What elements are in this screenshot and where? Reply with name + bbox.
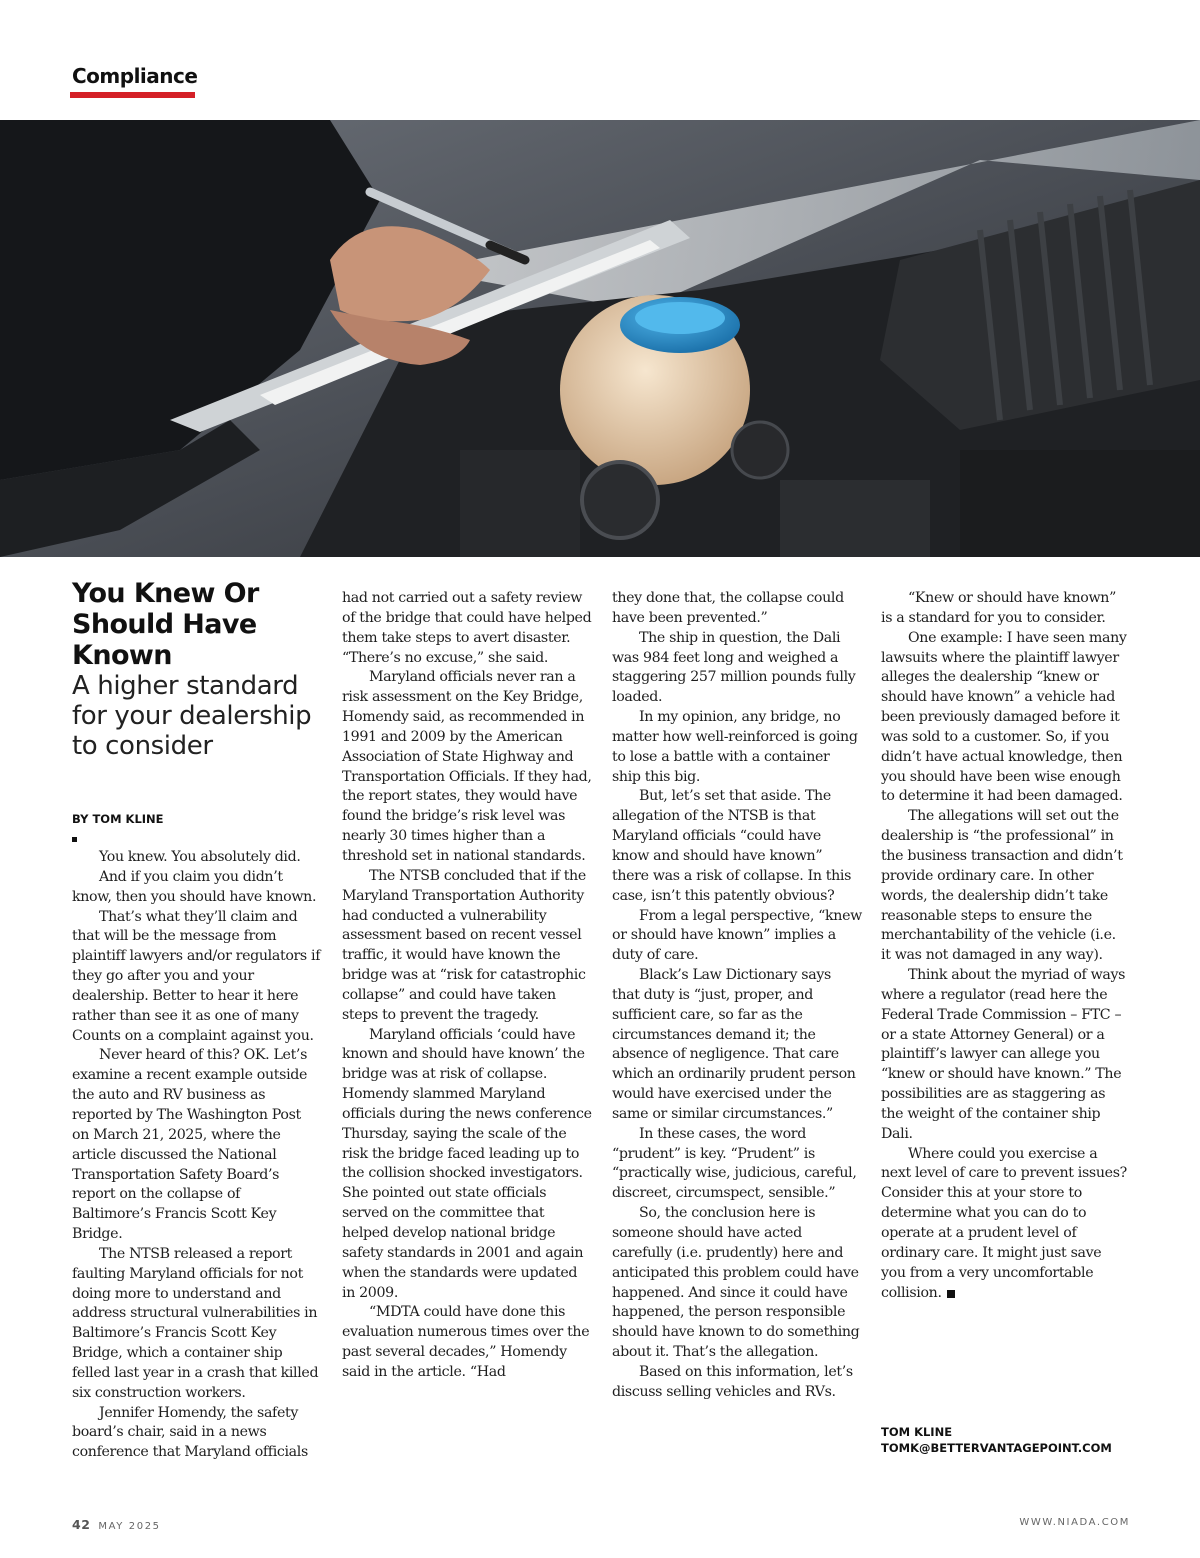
section-label: Compliance: [72, 64, 198, 88]
end-mark-icon: [947, 1290, 955, 1298]
paragraph: Maryland officials never ran a risk assessment on the Key Bridge, Homendy said, as recommended in 1991 and 2009 by the American Association of State Highway and Transportation Officials. If they had, the report states, they would have found the bridge’s risk level was nearly 30 times higher than a threshold set in national standards.: [342, 669, 592, 864]
paragraph: had not carried out a safety review of the bridge that could have helped them take steps to avert disaster. “There’s no excuse,” she said.: [342, 590, 592, 666]
paragraph: “Knew or should have known” is a standard for you to consider.: [881, 590, 1116, 626]
paragraph: “MDTA could have done this evaluation numerous times over the past several decades,” Homendy said in the article. “Had: [342, 1304, 590, 1380]
paragraph: Based on this information, let’s discuss selling vehicles and RVs.: [612, 1363, 853, 1400]
paragraph: The ship in question, the Dali was 984 feet long and weighed a staggering 257 million pounds fully loaded.: [612, 629, 856, 706]
paragraph: they done that, the collapse could have been prevented.”: [612, 590, 844, 626]
article-column-2: [342, 589, 592, 1383]
folio-left: [72, 1517, 161, 1532]
paragraph: In my opinion, any bridge, no matter how well-reinforced is going to lose a battle with a container ship this big.: [612, 709, 858, 785]
article-column-1: [72, 848, 322, 1463]
paragraph: Think about the myriad of ways where a regulator (read here the Federal Trade Commission – FTC – or a state Attorney General) or a plaintiff’s lawyer can allege you “knew or should have known.” The possibilities are as staggering as the weight of the container ship Dali.: [881, 967, 1126, 1142]
section-rule: [70, 92, 195, 98]
author-signature: [881, 1424, 1112, 1456]
article-title: You Knew Or Should Have Known: [72, 578, 259, 671]
article-column-4: [881, 589, 1129, 1303]
page-number: 42: [72, 1517, 91, 1532]
website-link[interactable]: WWW.NIADA.COM: [1019, 1517, 1130, 1528]
hero-photo: [0, 120, 1200, 557]
paragraph: One example: I have seen many lawsuits where the plaintiff lawyer alleges the dealership “knew or should have known” a vehicle had been previously damaged before it was sold to a customer. So, if you didn’t have actual knowledge, then you should have been wise enough to determine it had been damaged.: [881, 629, 1127, 805]
paragraph: And if you claim you didn’t know, then you should have known.: [72, 868, 317, 905]
paragraph: From a legal perspective, “knew or should have known” implies a duty of care.: [612, 907, 862, 964]
paragraph: Black’s Law Dictionary says that duty is “just, proper, and sufficient care, so far as the circumstances demand it; the absence of negligence. That care which an ordinarily prudent person would have exercised under the same or similar circumstances.”: [612, 967, 856, 1122]
paragraph: You knew. You absolutely did.: [99, 849, 301, 865]
paragraph-text: Where could you exercise a next level of care to prevent issues? Consider this at your store to determine what you can do to operate at a prudent level of ordinary care. It might just save you from a very uncomfortable collision.: [881, 1145, 1127, 1301]
article-subtitle: A higher standard for your dealership to consider: [72, 671, 312, 761]
byline: BY TOM KLINE: [72, 812, 164, 826]
paragraph: The NTSB concluded that if the Maryland Transportation Authority had conducted a vulnerability assessment based on recent vessel traffic, it would have known the bridge was at “risk for catastrophic collapse” and could have taken steps to prevent the tragedy.: [342, 867, 586, 1023]
paragraph: Maryland officials ‘could have known and should have known’ the bridge was at risk of collapse. Homendy slammed Maryland officials during the news conference Thursday, saying the scale of the risk the bridge faced leading up to the collision shocked investigators. She pointed out state officials served on the committee that helped develop national bridge safety standards in 2001 and again when the standards were updated in 2009.: [342, 1026, 592, 1301]
paragraph: So, the conclusion here is someone should have acted carefully (i.e. prudently) here and anticipated this problem could have happened. And since it could have happened, the person responsible should have known to do something about it. That’s the allegation.: [612, 1205, 860, 1361]
paragraph: In these cases, the word “prudent” is key. “Prudent” is “practically wise, judicious, careful, discreet, circumspect, sensible.”: [612, 1125, 857, 1202]
paragraph: Jennifer Homendy, the safety board’s chair, said in a news conference that Maryland officials: [72, 1404, 308, 1461]
article-column-3: [612, 589, 862, 1403]
paragraph: The NTSB released a report faulting Maryland officials for not doing more to understand and address structural vulnerabilities in Baltimore’s Francis Scott Key Bridge, which a container ship felled last year in a crash that killed six construction workers.: [72, 1245, 319, 1401]
author-name: TOM KLINE: [881, 1425, 953, 1439]
author-email: TOMK@BETTERVANTAGEPOINT.COM: [881, 1441, 1112, 1455]
issue-date: MAY 2025: [98, 1521, 161, 1532]
byline-marker: [72, 837, 77, 842]
paragraph: But, let’s set that aside. The allegation of the NTSB is that Maryland officials “could have know and should have known” there was a risk of collapse. In this case, isn’t this patently obvious?: [612, 788, 852, 904]
paragraph: That’s what they’ll claim and that will be the message from plaintiff lawyers and/or regulators if they go after you and your dealership. Better to hear it here rather than see it as one of many Counts on a complaint against you.: [72, 908, 321, 1044]
paragraph-last: [881, 1145, 1129, 1304]
paragraph: Never heard of this? OK. Let’s examine a recent example outside the auto and RV business as reported by The Washington Post on March 21, 2025, where the article discussed the National Transportation Safety Board’s report on the collapse of Baltimore’s Francis Scott Key Bridge.: [72, 1047, 308, 1243]
paragraph: The allegations will set out the dealership is “the professional” in the business transaction and didn’t provide ordinary care. In other words, the dealership didn’t take reasonable steps to ensure the merchantability of the vehicle (i.e. it was not damaged in any way).: [881, 808, 1123, 964]
